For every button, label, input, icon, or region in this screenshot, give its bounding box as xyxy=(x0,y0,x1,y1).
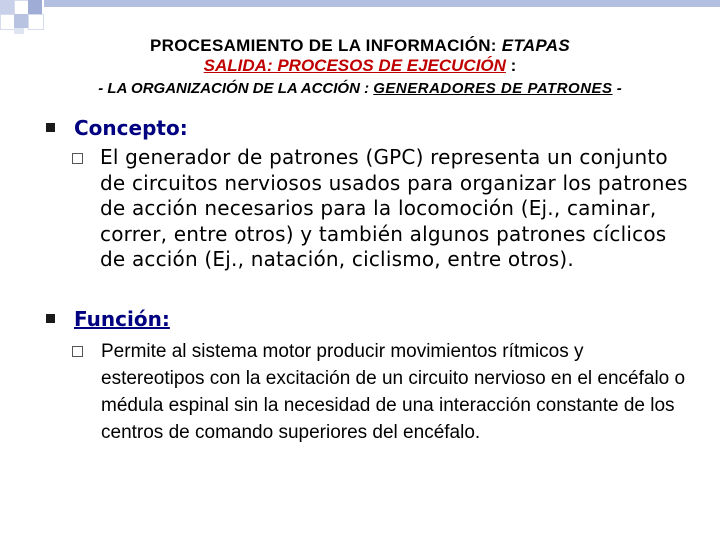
topic-prefix: - LA ORGANIZACIÓN DE LA ACCIÓN : xyxy=(98,80,374,97)
section-label-funcion: Función: xyxy=(74,307,170,331)
top-band xyxy=(44,0,720,7)
hollow-square-bullet-icon xyxy=(72,153,83,164)
slide-title xyxy=(0,36,720,56)
checker-square xyxy=(28,0,42,14)
checker-square xyxy=(14,14,28,28)
concepto-text: El generador de patrones (GPC) representa un conjunto de circuitos nerviosos usados para organizar los patrones de acción necesarios para la locomoción (Ej., caminar, correr, entre otros) y también algunos patrones cíclicos de acción (Ej., natación, ciclismo, entre otros). xyxy=(100,145,688,271)
decorative-checker-pattern xyxy=(0,0,720,36)
checker-square xyxy=(28,14,44,30)
checker-square xyxy=(14,28,24,34)
topic-suffix: - xyxy=(612,80,622,97)
hollow-square-bullet-icon xyxy=(72,346,83,357)
title-line1-italic: ETAPAS xyxy=(501,36,571,55)
square-bullet-icon xyxy=(46,123,55,132)
checker-square xyxy=(0,0,14,14)
slide-topic xyxy=(0,80,720,97)
subtitle-suffix: : xyxy=(505,56,517,75)
slide-subtitle xyxy=(0,56,720,76)
funcion-text: Permite al sistema motor producir movimientos rítmicos y estereotipos con la excitación de un circuito nervioso en el encéfalo o médula espinal sin la necesidad de una interacción constante de los centros de comando superiores del encéfalo. xyxy=(101,341,686,443)
title-line1-text: PROCESAMIENTO DE LA INFORMACIÓN: xyxy=(149,36,502,55)
topic-generadores: GENERADORES DE PATRONES xyxy=(373,80,613,97)
section-label-concepto: Concepto: xyxy=(74,116,188,140)
subtitle-red-text: SALIDA: PROCESOS DE EJECUCIÓN xyxy=(203,56,506,75)
square-bullet-icon xyxy=(46,314,55,323)
